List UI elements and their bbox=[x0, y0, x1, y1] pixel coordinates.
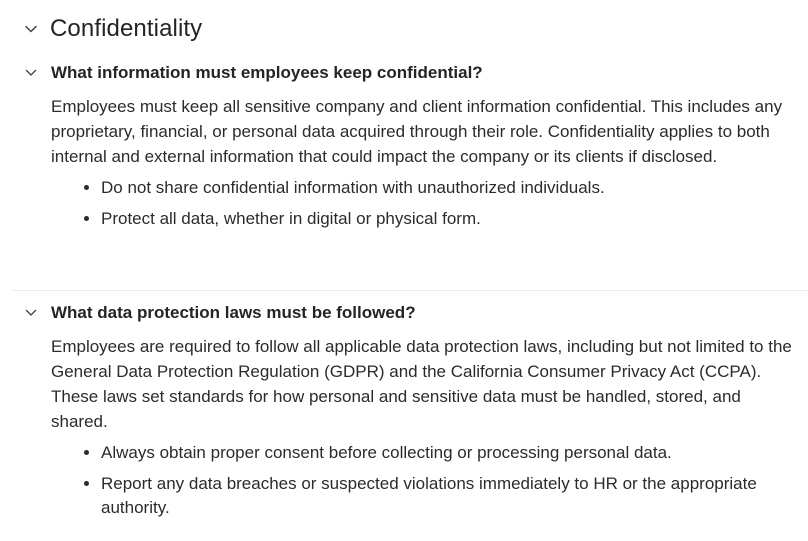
chevron-down-icon[interactable] bbox=[22, 20, 40, 38]
faq-bullet-list bbox=[51, 176, 802, 231]
faq-answer-text: Employees must keep all sensitive company and client information confidential. This includes any proprietary, financial, or personal data acquired through their role. Confidentiality applies to both internal and external information that could impact the company or its clients if disclosed. bbox=[51, 97, 783, 166]
faq-question-toggle[interactable] bbox=[22, 300, 802, 326]
faq-answer bbox=[51, 94, 802, 231]
section-title: Confidentiality bbox=[50, 15, 203, 42]
faq-question: What data protection laws must be followed? bbox=[51, 303, 416, 322]
divider bbox=[12, 290, 808, 291]
faq-bullet-list bbox=[51, 441, 802, 520]
faq-answer bbox=[51, 334, 802, 520]
list-item: • Report any data breaches or suspected violations immediately to HR or the appropriate authority. bbox=[101, 472, 802, 520]
faq-answer-text: Employees are required to follow all applicable data protection laws, including but not limited to the General Data Protection Regulation (GDPR) and the California Consumer Privacy Act (CCPA). These laws set standards for how personal and sensitive data must be handled, stored, and shared. bbox=[51, 337, 792, 431]
chevron-down-icon[interactable] bbox=[22, 304, 40, 322]
chevron-down-icon[interactable] bbox=[22, 64, 40, 82]
section-header-confidentiality[interactable] bbox=[22, 10, 202, 48]
list-item: • Do not share confidential information with unauthorized individuals. bbox=[101, 176, 802, 200]
list-item: • Protect all data, whether in digital or physical form. bbox=[101, 207, 802, 231]
faq-question-toggle[interactable] bbox=[22, 60, 802, 86]
list-item: • Always obtain proper consent before collecting or processing personal data. bbox=[101, 441, 802, 465]
faq-question: What information must employees keep confidential? bbox=[51, 63, 483, 82]
faq-item bbox=[22, 60, 802, 238]
faq-item bbox=[22, 300, 802, 527]
